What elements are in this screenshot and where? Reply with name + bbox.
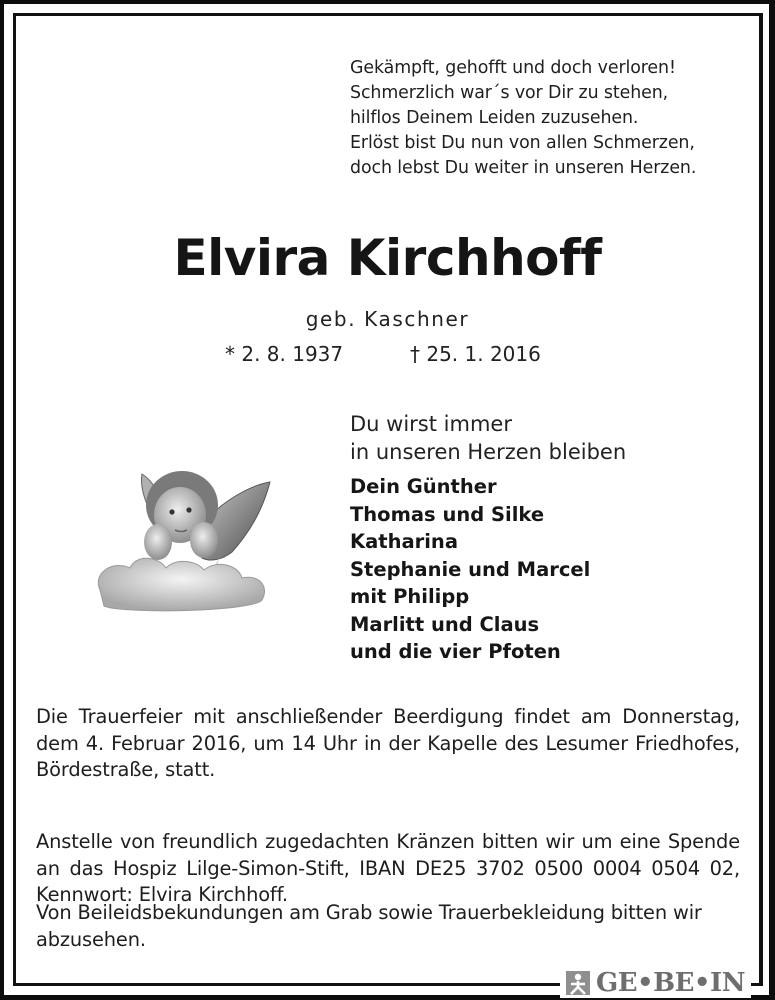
gebein-logo: [560, 968, 751, 998]
donation-notice: Anstelle von freundlich zugedachten Kränzen bitten wir um eine Spende an das Hospiz Lilge-Simon-Stift, IBAN DE25 3702 0500 0004 0504 02, Kennwort: Elvira Kirchhoff.: [36, 830, 740, 906]
mourner: Marlitt und Claus: [350, 612, 540, 636]
memory-text: [350, 410, 626, 466]
verse-line: hilflos Deinem Leiden zuzusehen.: [350, 108, 639, 128]
funeral-service-notice: Die Trauerfeier mit anschließender Beerdigung findet am Donnerstag, dem 4. Februar 2016, um 14 Uhr in der Kapelle des Lesumer Friedhofes, Bördestraße, statt.: [36, 705, 740, 781]
memory-line: Du wirst immer: [350, 412, 512, 436]
poem-verse: [350, 56, 696, 181]
gebein-logo-icon: [566, 971, 590, 995]
verse-line: Schmerzlich war´s vor Dir zu stehen,: [350, 83, 669, 103]
verse-line: Gekämpft, gehofft und doch verloren!: [350, 58, 676, 78]
memory-line: in unseren Herzen bleiben: [350, 440, 627, 464]
verse-line: Erlöst bist Du nun von allen Schmerzen,: [350, 133, 695, 153]
mourner: mit Philipp: [350, 585, 470, 608]
birth-date: * 2. 8. 1937: [225, 342, 344, 366]
maiden-name: geb. Kaschner: [305, 307, 470, 331]
condolence-notice: Von Beileidsbekundungen am Grab sowie Trauerbekleidung bitten wir abzusehen.: [36, 901, 702, 951]
mourners-list: [350, 473, 590, 666]
mourner: Thomas und Silke: [350, 502, 545, 526]
logo-text: GE•BE•IN: [596, 968, 745, 998]
mourner: Dein Günther: [350, 475, 497, 498]
deceased-name: Elvira Kirchhoff: [173, 229, 602, 287]
mourner: und die vier Pfoten: [350, 640, 561, 663]
mourner: Stephanie und Marcel: [350, 557, 591, 581]
verse-line: doch lebst Du weiter in unseren Herzen.: [350, 158, 697, 178]
mourner: Katharina: [350, 530, 458, 553]
angel-cherub-icon: [92, 460, 272, 615]
death-date: † 25. 1. 2016: [410, 342, 541, 366]
